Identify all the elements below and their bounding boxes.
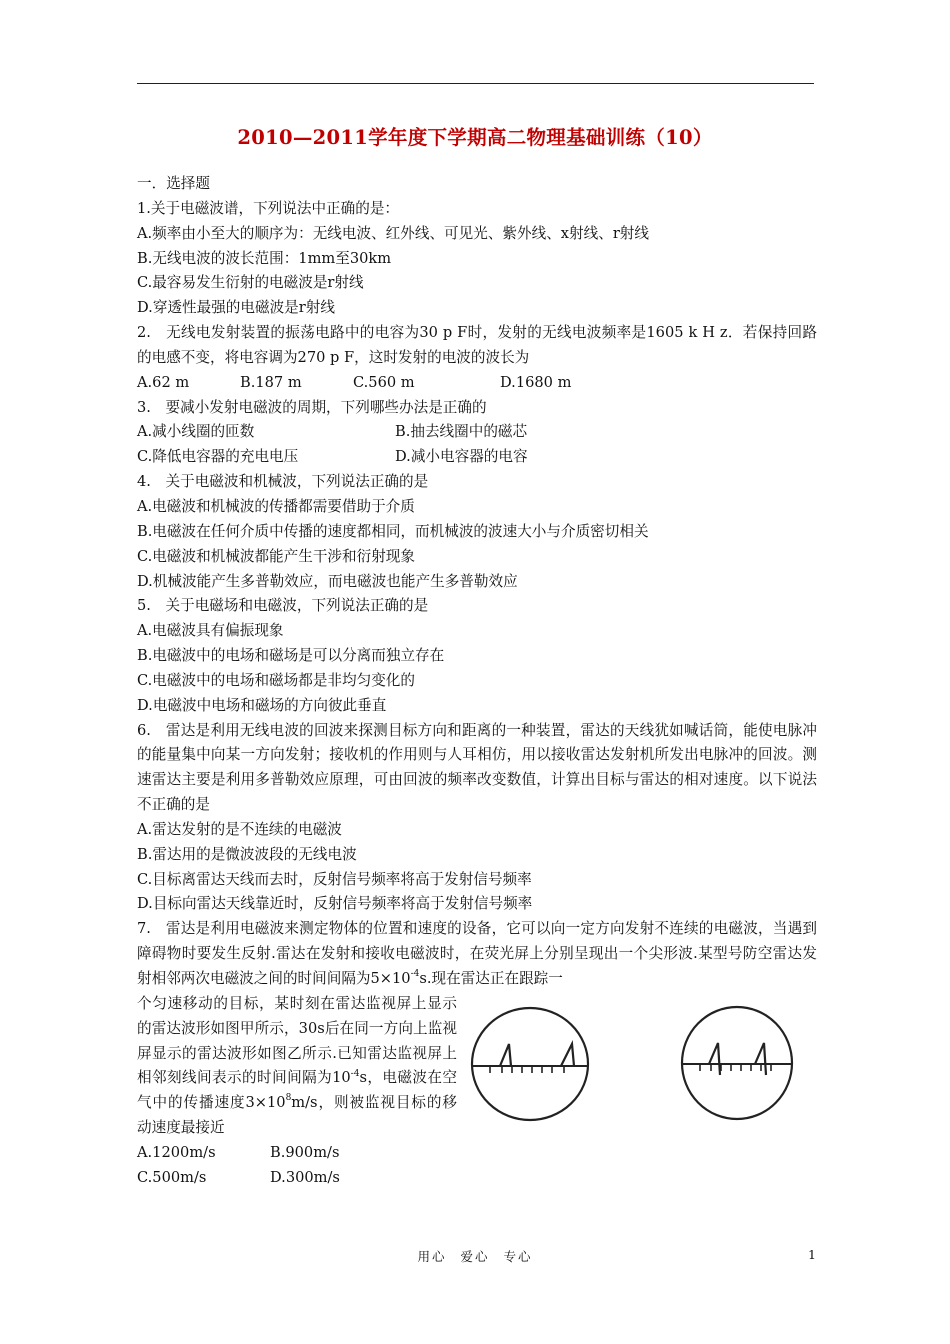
question-3-options-row-2 [137, 445, 817, 470]
question-3-option-a: A.减小线圈的匝数 [137, 423, 255, 441]
question-2-option-a: A.62 m [137, 373, 190, 391]
radar-screen-figure-a [468, 1004, 593, 1122]
question-2-options [137, 371, 817, 396]
question-6-option-b: B.雷达用的是微波波段的无线电波 [137, 845, 357, 863]
question-4-option-b: B.电磁波在任何介质中传播的速度都相同，而机械波的波速大小与介质密切相关 [137, 522, 649, 540]
question-5-option-a: A.电磁波具有偏振现象 [137, 622, 284, 640]
question-6-stem: 6. 雷达是利用无线电波的回波来探测目标方向和距离的一种装置，雷达的天线犹如喊话筒，能使电脉冲的能量集中向某一方向发射；接收机的作用则与人耳相仿，用以接收雷达发射机所发出电脉冲的回波。测速雷达主要是利用多普勒效应原理，可由回波的频率改变数值，计算出目标与雷达的相对速度。以下说法不正确的是 [137, 721, 817, 814]
question-7-options-row-1 [137, 1141, 817, 1166]
question-2-stem: 2. 无线电发射装置的振荡电路中的电容为30 p F时，发射的无线电波频率是1605 k H z．若保持回路的电感不变，将电容调为270 p F，这时发射的电波的波长为 [137, 324, 817, 366]
question-6-option-c: C.目标离雷达天线而去时，反射信号频率将高于发射信号频率 [137, 870, 532, 888]
footer-motto-1: 用心 [417, 1249, 447, 1264]
question-4-stem: 4. 关于电磁波和机械波，下列说法正确的是 [137, 473, 429, 491]
question-1-option-a: A.频率由小至大的顺序为：无线电波、红外线、可见光、紫外线、x射线、r射线 [137, 224, 649, 242]
question-3-stem: 3. 要减小发射电磁波的周期，下列哪些办法是正确的 [137, 398, 487, 416]
question-3-option-c: C.降低电容器的充电电压 [137, 448, 299, 466]
question-3-option-b: B.抽去线圈中的磁芯 [395, 423, 528, 441]
question-3-options-row-1 [137, 420, 817, 445]
header-rule [137, 83, 814, 84]
question-4-option-a: A.电磁波和机械波的传播都需要借助于介质 [137, 497, 415, 515]
question-1-stem: 1.关于电磁波谱，下列说法中正确的是： [137, 199, 400, 217]
question-5-option-c: C.电磁波中的电场和磁场都是非均匀变化的 [137, 671, 415, 689]
question-2-option-b: B.187 m [240, 373, 302, 391]
footer-motto-3: 专心 [503, 1249, 533, 1264]
page-number: 1 [808, 1247, 816, 1262]
section-heading: 一．选择题 [137, 175, 210, 192]
question-5-option-b: B.电磁波中的电场和磁场是可以分离而独立存在 [137, 647, 445, 665]
question-2-option-c: C.560 m [353, 373, 415, 391]
question-1-option-d: D.穿透性最强的电磁波是r射线 [137, 299, 335, 317]
question-5-option-d: D.电磁波中电场和磁场的方向彼此垂直 [137, 696, 387, 714]
question-6-option-a: A.雷达发射的是不连续的电磁波 [137, 820, 342, 838]
question-2-option-d: D.1680 m [500, 373, 572, 391]
question-4-option-c: C.电磁波和机械波都能产生干涉和衍射现象 [137, 547, 415, 565]
question-5-stem: 5. 关于电磁场和电磁波，下列说法正确的是 [137, 597, 429, 615]
question-7-option-b: B.900m/s [270, 1143, 340, 1161]
page-title: 2010—2011学年度下学期高二物理基础训练（10） [237, 126, 713, 149]
radar-screen-figure-b [679, 1004, 796, 1122]
question-7-options-row-2 [137, 1166, 817, 1191]
question-1-option-b: B.无线电波的波长范围：1mm至30km [137, 249, 392, 267]
question-7-stem-continued: 个匀速移动的目标，某时刻在雷达监视屏上显示的雷达波形如图甲所示，30s后在同一方向上监视屏显示的雷达波形如图乙所示.已知雷达监视屏上相邻刻线间表示的时间间隔为$10^{-4}s$，电磁波在空气中的传播速度$3\times 10^8m/s$，则被监视目标的移动速度最接近 [137, 994, 457, 1137]
question-3-option-d: D.减小电容器的电容 [395, 448, 528, 466]
question-7-option-a: A.1200m/s [137, 1143, 216, 1161]
question-1-option-c: C.最容易发生衍射的电磁波是r射线 [137, 274, 364, 292]
question-7-option-c: C.500m/s [137, 1168, 207, 1186]
question-7-option-d: D.300m/s [270, 1168, 340, 1186]
footer-motto-2: 爱心 [460, 1249, 490, 1264]
question-6-option-d: D.目标向雷达天线靠近时，反射信号频率将高于发射信号频率 [137, 895, 533, 913]
question-4-option-d: D.机械波能产生多普勒效应，而电磁波也能产生多普勒效应 [137, 572, 518, 590]
question-7-stem: 7. 雷达是利用电磁波来测定物体的位置和速度的设备，它可以向一定方向发射不连续的电磁波，当遇到障碍物时要发生反射.雷达在发射和接收电磁波时，在荧光屏上分别呈现出一个尖形波.某型号防空雷达发射相邻两次电磁波之间的时间间隔为$5\times 10^{-4}s$.现在雷达正在跟踪一 [137, 920, 817, 987]
